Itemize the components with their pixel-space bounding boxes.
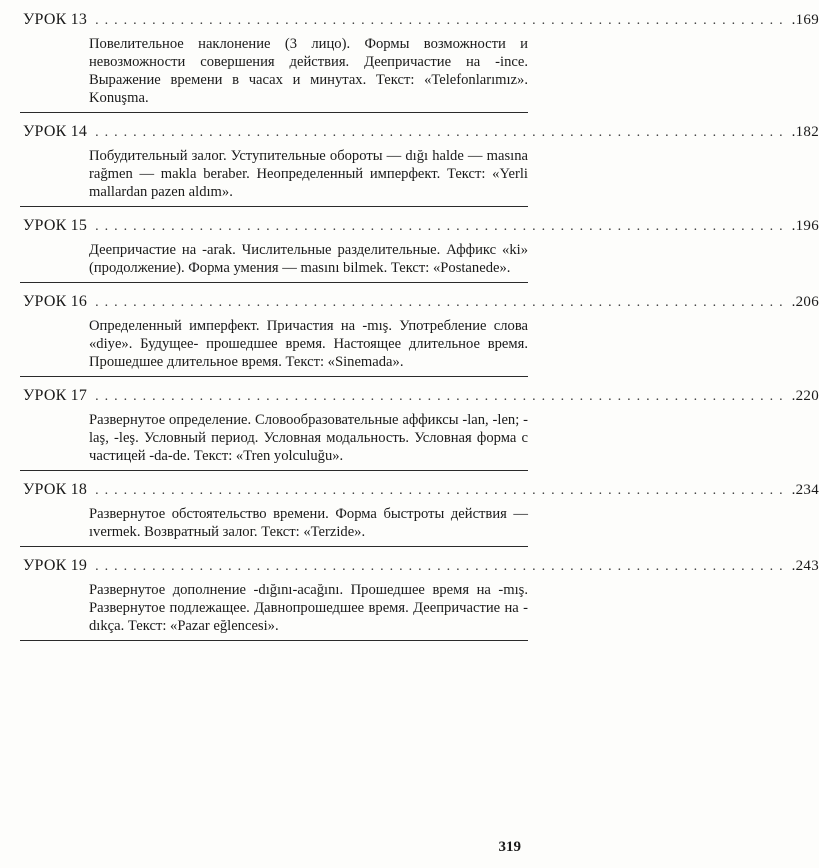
toc-entry-header bbox=[20, 122, 819, 142]
page-reference: .169 bbox=[791, 12, 819, 28]
toc-entry-lesson-14 bbox=[20, 122, 819, 207]
lesson-title: УРОК 14 bbox=[23, 123, 88, 140]
toc-entry-lesson-18 bbox=[20, 480, 819, 547]
toc-entry-header bbox=[20, 10, 819, 30]
lesson-description: Побудительный залог. Уступительные обороты — dığı halde — masına rağmen — makla beraber. Неопределенный имперфект. Текст: «Yerli mallardan pazen aldım». bbox=[89, 148, 528, 200]
lesson-description: Определенный имперфект. Причастия на -mış. Употребление слова «diye». Будущее- прошедшее время. Настоящее длительное время. Прошедшее длительное время. Текст: «Sinemada». bbox=[89, 318, 528, 370]
lesson-title: УРОК 15 bbox=[23, 217, 88, 234]
toc-entry-header bbox=[20, 386, 819, 406]
dot-leader: ......................................................................... bbox=[95, 389, 789, 404]
toc-entry-lesson-15 bbox=[20, 216, 819, 283]
lesson-title: УРОК 17 bbox=[23, 387, 88, 404]
page-number: 319 bbox=[498, 839, 521, 855]
dot-leader: ......................................................................... bbox=[95, 219, 789, 234]
page-reference: .182 bbox=[791, 124, 819, 140]
dot-leader: ......................................................................... bbox=[95, 13, 789, 28]
page-reference: .206 bbox=[791, 294, 819, 310]
page-reference: .234 bbox=[791, 482, 819, 498]
toc-entry-header bbox=[20, 216, 819, 236]
dot-leader: ......................................................................... bbox=[95, 125, 789, 140]
page-reference: .243 bbox=[791, 558, 819, 574]
lesson-title: УРОК 13 bbox=[23, 11, 88, 28]
lesson-description: Развернутое дополнение -dığını-acağını. Прошедшее время на -mış. Развернутое подлежащее. Давнопрошедшее время. Деепричастие на -dıkça. Текст: «Pazar eğlencesi». bbox=[89, 582, 528, 634]
lesson-title: УРОК 16 bbox=[23, 293, 88, 310]
table-of-contents bbox=[20, 10, 819, 641]
toc-entry-lesson-19 bbox=[20, 556, 819, 641]
lesson-description: Развернутое определение. Словообразовательные аффиксы -lan, -len; -laş, -leş. Условный период. Условная модальность. Условная форма с частицей -da-de. Текст: «Tren yolculuğu». bbox=[89, 412, 528, 464]
dot-leader: ......................................................................... bbox=[95, 559, 789, 574]
toc-entry-header bbox=[20, 556, 819, 576]
lesson-description: Развернутое обстоятельство времени. Форма быстроты действия — ıvermek. Возвратный залог. Текст: «Terzide». bbox=[89, 506, 528, 540]
page-reference: .196 bbox=[791, 218, 819, 234]
lesson-description: Деепричастие на -arak. Числительные разделительные. Аффикс «ki» (продолжение). Форма умения — masını bilmek. Текст: «Postanede». bbox=[89, 242, 528, 276]
toc-entry-lesson-13 bbox=[20, 10, 819, 113]
toc-entry-lesson-17 bbox=[20, 386, 819, 471]
lesson-description: Повелительное наклонение (3 лицо). Формы возможности и невозможности совершения действия. Деепричастие на -ince. Выражение времени в часах и минутах. Текст: «Telefonlarımız». Konuşma. bbox=[89, 36, 528, 106]
lesson-title: УРОК 19 bbox=[23, 557, 88, 574]
toc-entry-header bbox=[20, 292, 819, 312]
page-reference: .220 bbox=[791, 388, 819, 404]
toc-entry-lesson-16 bbox=[20, 292, 819, 377]
lesson-title: УРОК 18 bbox=[23, 481, 88, 498]
toc-entry-header bbox=[20, 480, 819, 500]
dot-leader: ......................................................................... bbox=[95, 295, 789, 310]
dot-leader: ......................................................................... bbox=[95, 483, 789, 498]
